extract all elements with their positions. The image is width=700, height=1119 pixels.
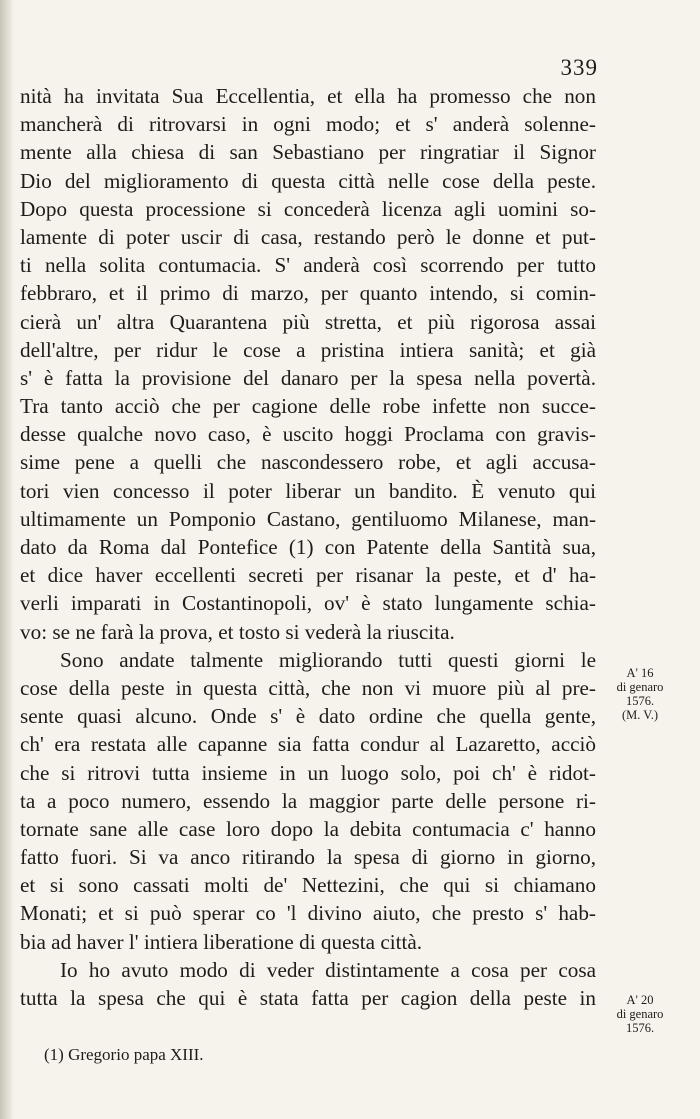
text-line: mancherà di ritrovarsi in ogni modo; et s' anderà solenne-	[20, 112, 596, 137]
text-line: et dice haver eccellenti secreti per risanar la peste, et d' ha-	[20, 563, 596, 588]
text-line: mente alla chiesa di san Sebastiano per ringratiar il Signor	[20, 140, 596, 165]
text-line: cierà un' altra Quarantena più stretta, et più rigorosa assai	[20, 309, 596, 334]
text-line: desse qualche novo caso, è uscito hoggi Proclama con gravis-	[20, 422, 596, 447]
text-line: s' è fatta la provisione del danaro per la spesa nella povertà.	[20, 365, 596, 390]
text-line: nità ha invitata Sua Eccellentia, et ella ha promesso che non	[20, 84, 596, 108]
margin-note-line: A' 20	[626, 993, 654, 1007]
text-line: ultimamente un Pomponio Castano, gentiluomo Milanese, man-	[20, 506, 596, 531]
margin-note-line: 1576.	[625, 1021, 655, 1035]
margin-note-line: (M. V.)	[621, 708, 658, 722]
text-line: tutta la spesa che qui è stata fatta per cagion della peste in	[20, 986, 596, 1010]
text-line: cose della peste in questa città, che non vi muore più al pre-	[20, 675, 596, 700]
text-line: tori vien concesso il poter liberar un bandito. È venuto qui	[20, 478, 596, 503]
margin-note-line: A' 16	[626, 666, 654, 680]
text-line: dato da Roma dal Pontefice (1) con Patente della Santità sua,	[20, 535, 596, 559]
text-line: che si ritrovi tutta insieme in un luogo solo, poi ch' è ridot-	[20, 760, 596, 785]
page-edge-shadow	[0, 0, 14, 1119]
text-line: Dio del miglioramento di questa città nelle cose della peste.	[20, 168, 596, 193]
page-number: 339	[560, 55, 598, 80]
margin-note-line: 1576.	[625, 694, 655, 708]
text-line: Dopo questa processione si concederà licenza agli uomini so-	[20, 196, 596, 221]
text-line: lamente di poter uscir di casa, restando però le donne et put-	[20, 224, 596, 249]
text-line: ta a poco numero, essendo la maggior parte delle persone ri-	[20, 788, 596, 813]
text-line: febbraro, et il primo di marzo, per quanto intendo, si comin-	[20, 281, 596, 306]
text-line: Sono andate talmente migliorando tutti questi giorni le	[60, 647, 596, 672]
text-line: sime pene a quelli che nascondessero robe, et agli accusa-	[20, 450, 596, 475]
text-line: tornate sane alle case loro dopo la debita contumacia c' hanno	[20, 816, 596, 841]
margin-note-line: di genaro	[616, 1007, 664, 1021]
text-line: Io ho avuto modo di veder distintamente a cosa per cosa	[60, 957, 596, 982]
text-line: sente quasi alcuno. Onde s' è dato ordine che quella gente,	[20, 704, 596, 729]
margin-note	[600, 666, 680, 722]
margin-note-line: di genaro	[616, 680, 664, 694]
text-line: dell'altre, per ridur le cose a pristina intiera sanità; et già	[20, 337, 596, 362]
text-line: fatto fuori. Si va anco ritirando la spesa di giorno in giorno,	[20, 845, 596, 870]
text-line: ti nella solita contumacia. S' anderà così scorrendo per tutto	[20, 253, 596, 278]
body-text	[20, 82, 596, 1012]
text-line: et si sono cassati molti de' Nettezini, che qui si chiamano	[20, 873, 596, 898]
text-line: Tra tanto acciò che per cagione delle robe infette non succe-	[20, 394, 596, 419]
text-line: bia ad haver l' intiera liberatione di questa città.	[20, 929, 423, 954]
text-line: Monati; et si può sperar co 'l divino aiuto, che presto s' hab-	[20, 901, 596, 926]
text-line: verli imparati in Costantinopoli, ov' è stato lungamente schia-	[20, 591, 596, 616]
text-line: vo: se ne farà la prova, et tosto si vederà la riuscita.	[20, 619, 455, 644]
text-line: ch' era restata alle capanne sia fatta condur al Lazaretto, acciò	[20, 732, 596, 757]
margin-note	[600, 993, 680, 1035]
footnote: (1) Gregorio papa XIII.	[44, 1045, 204, 1064]
